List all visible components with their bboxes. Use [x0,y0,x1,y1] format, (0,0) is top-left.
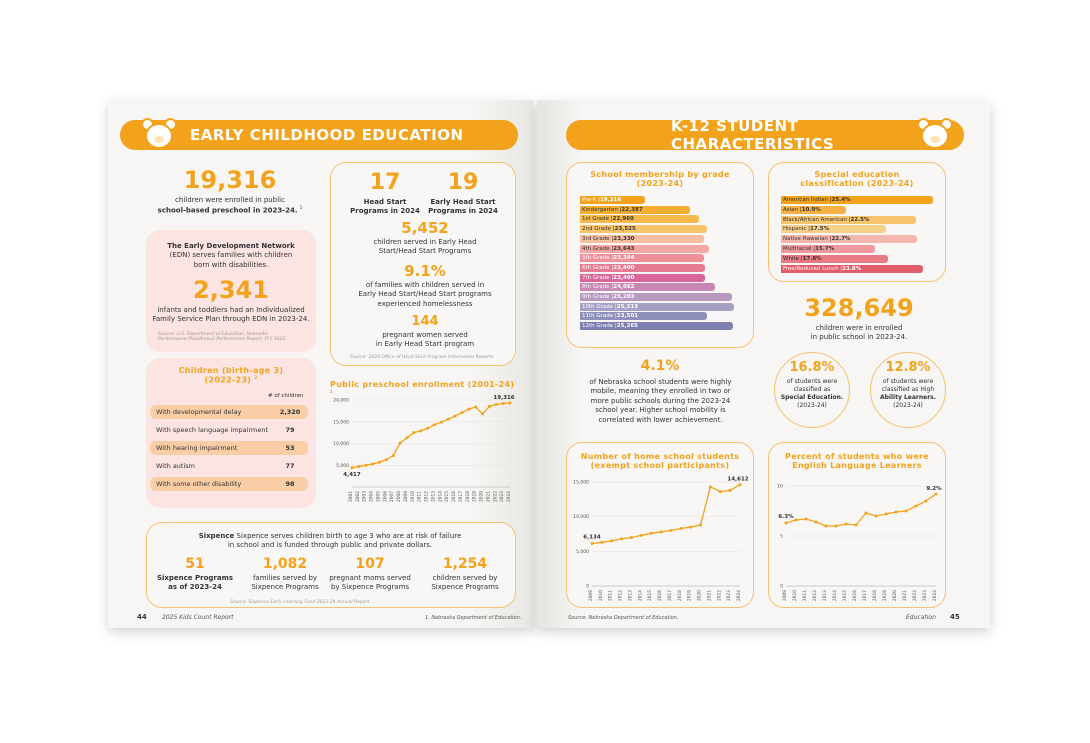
head-start-label: Head Start Programs in 2024 [350,198,420,216]
series-line [592,485,740,544]
data-point [426,427,429,430]
x-tick-label: 2022 [717,590,723,601]
sixpence-source: Source: Sixpence Early Learning Fund 2023-24 Annual Report. [230,600,371,605]
right-footer: Education [906,614,936,621]
data-point [488,405,491,408]
left-banner-title: EARLY CHILDHOOD EDUCATION [190,126,464,144]
data-point [481,412,484,415]
data-point [509,401,512,404]
data-point [875,515,878,518]
data-point [412,431,415,434]
left-footnote: 1. Nebraska Department of Education. [425,615,522,621]
children-row [150,459,308,473]
data-label-first: 6.3% [778,514,794,520]
x-tick-label: 2010 [598,590,604,601]
x-tick-label: 2022 [913,590,918,601]
x-tick-label: 2001 [349,491,354,502]
data-point [474,405,477,408]
high-ability-percent: 12.8% [885,360,931,375]
data-point [460,411,463,414]
x-tick-label: 2020 [893,590,898,601]
grade-bar: 1st Grade | 22,960 [580,215,699,223]
x-tick-label: 2012 [424,491,430,502]
edn-text: infants and toddlers had an Individualized Family Service Plan through EDN in 2023-24. [152,306,310,324]
x-tick-label: 2023 [727,590,733,601]
children-row-label: With developmental delay [156,408,242,416]
data-label-last: 19,316 [493,394,515,401]
data-point [405,436,408,439]
data-point [650,532,653,535]
x-tick-label: 2003 [362,491,368,502]
y-tick-label: 15,000 [573,480,589,486]
data-point [371,462,374,465]
hs-pregnant-text: pregnant women served in Early Head Start program [375,331,475,349]
hs-children-text: children served in Early Head Start/Head Start Programs [373,238,477,256]
sped-bar: White | 17.8% [781,255,888,263]
sped-bar: American Indian | 25.4% [781,196,933,204]
x-tick-label: 2017 [667,590,673,601]
k12-text: children were in enrolled in public school in 2023-24. [810,324,908,342]
grade-bar: Kindergarten | 22,387 [580,206,690,214]
data-point [865,512,868,515]
series-line [786,494,936,526]
edn-intro: The Early Development Network (EDN) serves families with children born with disabilities. [167,242,295,269]
data-point [495,403,498,406]
sped-bar: Native Hawaiian | 22.7% [781,235,917,243]
grade-bar: 5th Grade | 23,344 [580,254,704,262]
x-tick-label: 2014 [638,590,644,601]
sped-percent: 16.8% [789,360,835,375]
right-banner [566,117,964,153]
hs-source: Source: 2024 Office of Head Start Program Information Reports. [350,355,495,360]
x-tick-label: 2015 [648,590,654,601]
children-row-label: With autism [156,462,195,470]
x-tick-label: 2013 [823,590,828,601]
hs-homeless-num: 9.1% [404,262,446,280]
x-tick-label: 2012 [618,590,624,601]
x-tick-label: 2004 [369,491,375,502]
x-tick-label: 2010 [410,491,416,502]
data-point [385,458,388,461]
sped-circle-text: of students were classified as Special Education. (2023-24) [780,378,844,410]
data-point [357,465,360,468]
x-tick-label: 2005 [376,491,382,502]
bear-icon [140,118,178,152]
left-page-number: 44 [137,613,147,621]
data-point [467,408,470,411]
grade-bar: Pre-K | 19,316 [580,196,645,204]
x-tick-label: 2023 [500,491,506,502]
x-tick-label: 2018 [677,590,683,601]
y-tick-label: 5,000 [336,463,349,469]
right-banner-title: K-12 STUDENT CHARACTERISTICS [671,117,835,153]
children-title: Children (birth-age 3) (2022-23) $^2$ [178,366,284,385]
children-row [150,441,308,455]
children-row-label: With speech language impairment [156,426,269,434]
data-label-first: 6,134 [583,534,601,541]
grade-bar: 9th Grade | 25,203 [580,293,732,301]
data-point [845,523,848,526]
x-tick-label: 2018 [465,491,471,502]
x-tick-label: 2009 [403,491,409,502]
data-point [620,537,623,540]
data-point [699,523,702,526]
data-point [640,534,643,537]
x-tick-label: 2016 [853,590,858,601]
data-point [719,490,722,493]
y-tick-label: 0 [780,584,783,590]
x-tick-label: 2020 [479,491,485,502]
x-tick-label: 2021 [486,491,492,502]
data-point [630,536,633,539]
sixpence-stat-text: families served by Sixpence Programs [251,574,319,592]
x-tick-label: 2019 [883,590,888,601]
y-tick-label: 10,000 [573,515,589,521]
left-footer: 2025 Kids Count Report [162,614,234,621]
sixpence-stat-number: 107 [355,556,385,572]
grade-bar: 2nd Grade | 23,525 [580,225,707,233]
data-label-first: 4,417 [343,471,361,478]
x-tick-label: 2014 [833,590,838,601]
data-point [502,402,505,405]
y-tick-label: 15,000 [333,420,349,426]
x-tick-label: 2019 [472,491,478,502]
x-tick-label: 2013 [431,491,437,502]
ell-title: Percent of students who were English Language Learners [785,452,929,470]
x-tick-label: 2011 [417,491,423,502]
data-point [378,461,381,464]
grade-bar: 7th Grade | 23,400 [580,274,705,282]
mobile-text: of Nebraska school students were highly mobile, meaning they enrolled in two or more public schools during the 2023-24 school year. Higher school mobility is correlated with lower achievement. [589,378,732,424]
data-label-last: 9.2% [926,486,942,492]
data-point [440,421,443,424]
data-point [895,511,898,514]
data-point [351,466,354,469]
sped-bar: Multiracial | 15.7% [781,245,875,253]
sped-bar: Black/African American | 22.5% [781,216,916,224]
x-tick-label: 2023 [923,590,928,601]
x-tick-label: 2024 [737,590,742,601]
grade-bar: 8th Grade | 24,062 [580,283,715,291]
children-row [150,423,308,437]
x-tick-label: 2014 [438,491,444,502]
children-row-label: With hearing impairment [156,444,238,452]
homeschool-chart [570,474,750,606]
x-tick-label: 2006 [383,491,389,502]
data-point [364,464,367,467]
x-tick-label: 2002 [355,491,361,502]
data-point [600,541,603,544]
x-tick-label: 2011 [803,590,808,601]
data-point [399,442,402,445]
data-point [610,539,613,542]
data-label-last: 14,612 [727,476,749,483]
children-row-value: 53 [285,444,295,452]
data-point [785,522,788,525]
data-point [679,527,682,530]
early-head-start-num: 19 [447,170,479,195]
preschool-enrollment-chart [330,390,520,515]
data-point [447,418,450,421]
sixpence-stat-number: 51 [185,556,205,572]
x-tick-label: 2009 [589,590,594,601]
children-row-value: 77 [285,462,295,470]
data-point [825,525,828,528]
sped-bar: Free/Reduced Lunch | 23.8% [781,265,923,273]
children-row-value: 79 [285,426,295,434]
data-point [729,489,732,492]
x-tick-label: 2017 [863,590,868,601]
right-source: Source: Nebraska Department of Education. [568,615,679,621]
data-point [925,500,928,503]
y-tick-label: 10,000 [333,442,349,447]
y-tick-label: 5 [780,534,783,540]
x-tick-label: 2024 [933,590,938,601]
sixpence-stat-number: 1,082 [262,556,308,572]
x-tick-label: 2009 [783,590,788,601]
preschool-chart-title: Public preschool enrollment (2001-24) $^1$ [330,380,515,394]
data-point [885,513,888,516]
grade-bar: 11th Grade | 23,501 [580,312,707,320]
hs-children-num: 5,452 [401,219,449,237]
x-tick-label: 2021 [903,590,908,601]
right-page-number: 45 [950,613,960,621]
early-head-start-label: Early Head Start Programs in 2024 [428,198,498,216]
data-point [709,485,712,488]
x-tick-label: 2015 [843,590,848,601]
high-ability-text: of students were classified as High Ability Learners. (2023-24) [879,378,937,410]
x-tick-label: 2011 [608,590,614,601]
data-point [905,510,908,513]
y-tick-label: 10 [777,484,783,490]
x-tick-label: 2019 [687,590,693,601]
x-tick-label: 2015 [445,491,451,502]
x-tick-label: 2013 [628,590,634,601]
k12-number: 328,649 [804,294,914,322]
grade-bar: 4th Grade | 23,643 [580,245,709,253]
enrolled-number: 19,316 [183,166,277,194]
membership-title: School membership by grade (2023-24) [590,170,730,188]
y-tick-label: 20,000 [333,398,349,404]
sixpence-stat-text: pregnant moms served by Sixpence Programs [329,574,411,592]
grade-bar: 3rd Grade | 23,330 [580,235,704,243]
data-point [805,518,808,521]
data-point [815,521,818,524]
children-row-value: 98 [285,480,295,488]
series-line [352,403,510,468]
sped-bar: Asian | 10.9% [781,206,846,214]
data-point [591,542,594,545]
data-point [935,493,938,496]
sixpence-stat-text: Sixpence Programs as of 2023-24 [156,574,234,592]
grade-bar: 10th Grade | 25,313 [580,303,734,311]
sped-title: Special education classification (2023-24) [800,170,914,188]
head-start-num: 17 [369,170,401,195]
enrolled-text: children were enrolled in public school-based preschool in 2023-24. $^1$ [157,196,303,215]
x-tick-label: 2012 [813,590,818,601]
data-point [689,526,692,529]
y-tick-label: 0 [586,584,589,590]
edn-number: 2,341 [193,276,269,304]
grade-bar: 6th Grade | 23,400 [580,264,705,272]
data-point [739,483,742,486]
children-row [150,405,308,419]
data-point [795,519,798,522]
data-point [660,530,663,533]
data-point [392,454,395,457]
x-tick-label: 2016 [658,590,664,601]
data-point [855,524,858,527]
y-tick-label: 5,000 [576,549,589,555]
children-row-label: With some other disability [156,480,242,488]
children-row-value: 2,320 [279,408,301,416]
left-banner [120,120,518,150]
data-point [419,429,422,432]
x-tick-label: 2007 [390,491,396,502]
data-point [915,505,918,508]
x-tick-label: 2020 [697,590,703,601]
x-tick-label: 2010 [793,590,798,601]
data-point [454,415,457,418]
edn-source: Source: U.S. Department of Education, Nebraska Performance Plan/Annual Performance Report, FFY 2023. [158,332,287,342]
ell-chart [770,474,942,606]
homeschool-title: Number of home school students (exempt school participants) [580,452,740,470]
mobile-number: 4.1% [640,358,680,374]
data-point [669,529,672,532]
x-tick-label: 2022 [493,491,499,502]
grade-bar: 12th Grade | 25,265 [580,322,733,330]
data-point [433,423,436,426]
x-tick-label: 2008 [397,491,403,502]
x-tick-label: 2018 [873,590,878,601]
children-row [150,477,308,491]
sped-bar: Hispanic | 17.5% [781,225,886,233]
x-tick-label: 2016 [452,491,458,502]
sixpence-stat-number: 1,254 [442,556,488,572]
x-tick-label: 2017 [458,491,464,502]
x-tick-label: 2024 [507,491,512,502]
hs-pregnant-num: 144 [411,314,439,329]
x-tick-label: 2021 [707,590,713,601]
children-col-header: # of children [268,393,304,399]
data-point [835,525,838,528]
bear-icon [916,118,954,152]
sixpence-stat-text: children served by Sixpence Programs [431,574,499,592]
sixpence-intro: Sixpence Sixpence serves children birth to age 3 who are at risk of failure in school and is funded through public and private dollars. [198,532,462,550]
hs-homeless-text: of families with children served in Early Head Start/Head Start programs experienced homelessness [358,281,492,308]
